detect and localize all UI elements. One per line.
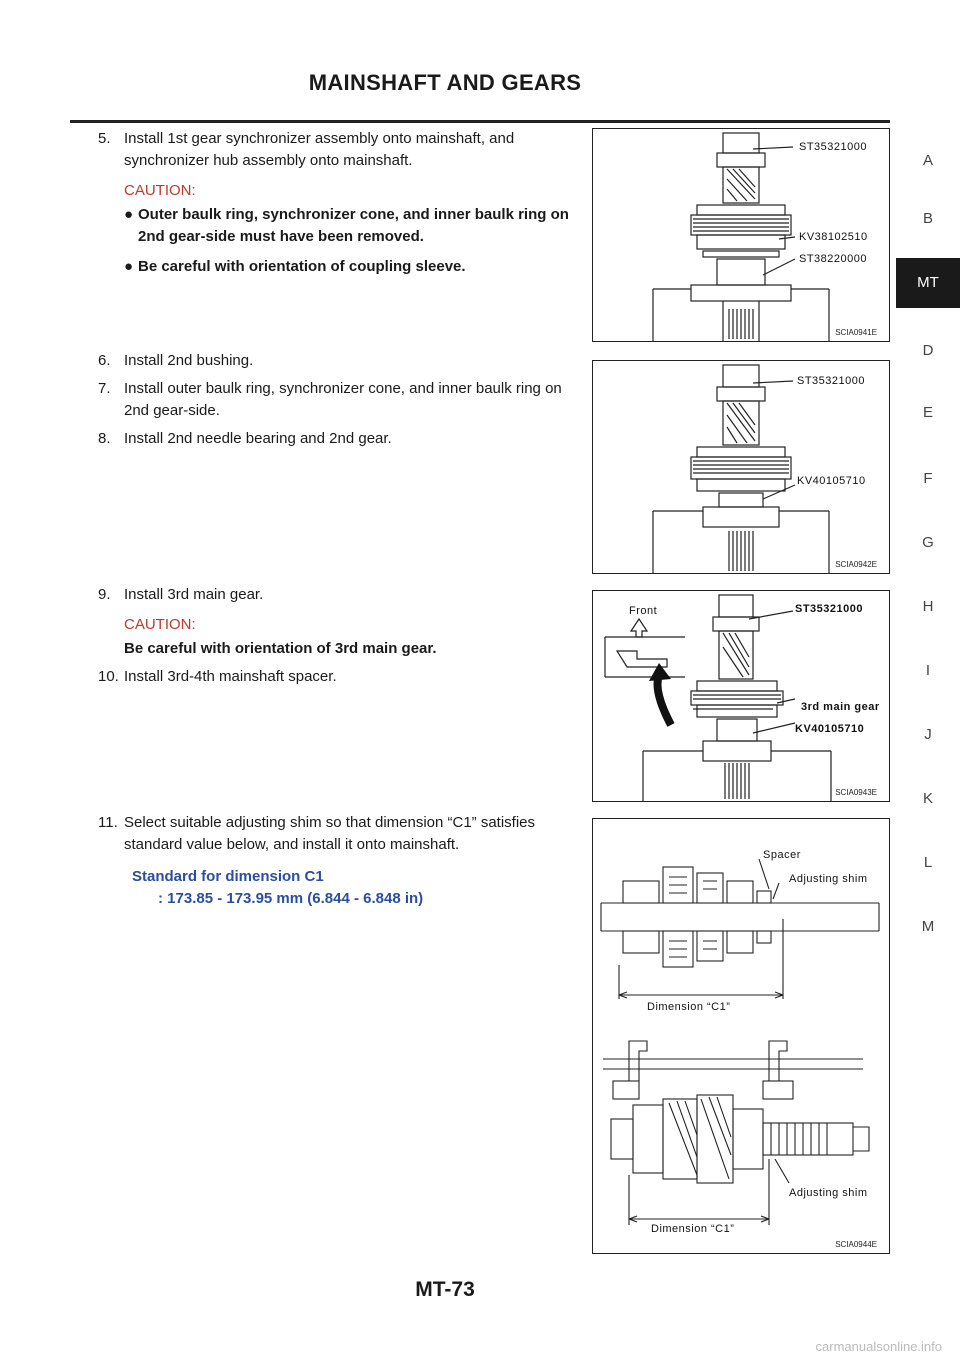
figure-label: KV40105710 xyxy=(795,723,865,735)
figure-label: Spacer xyxy=(763,849,801,861)
step-8: 8. Install 2nd needle bearing and 2nd gear. xyxy=(98,430,392,447)
caution-label: CAUTION: xyxy=(124,616,196,633)
figure-3-drawing xyxy=(593,591,889,801)
caution-bullet: ● Outer baulk ring, synchronizer cone, and inner baulk ring on 2nd gear-side must have been removed. xyxy=(124,206,569,245)
step-block-9-10 xyxy=(98,584,578,694)
step-10: 10. Install 3rd-4th mainshaft spacer. xyxy=(98,668,337,685)
figure-label: Dimension “C1” xyxy=(647,1001,731,1013)
index-letter-g[interactable]: G xyxy=(922,534,934,551)
caution-label: CAUTION: xyxy=(124,182,196,199)
step-6: 6. Install 2nd bushing. xyxy=(98,352,254,369)
figure-label: ST38220000 xyxy=(799,253,867,265)
standard-value: : 173.85 - 173.95 mm (6.844 - 6.848 in) xyxy=(158,890,424,907)
index-letter-k[interactable]: K xyxy=(922,790,933,807)
standard-label: Standard for dimension C1 xyxy=(132,868,324,885)
page-title: MAINSHAFT AND GEARS xyxy=(308,70,582,95)
index-letter-h[interactable]: H xyxy=(922,598,934,615)
step-7: 7. Install outer baulk ring, synchronizer cone, and inner baulk ring on 2nd gear-side. xyxy=(98,380,562,419)
watermark: carmanualsonline.info xyxy=(815,1339,942,1354)
figure-label: ST35321000 xyxy=(797,375,865,387)
step-block-6-8 xyxy=(98,350,578,456)
figure-label: 3rd main gear xyxy=(801,701,880,713)
figure-4 xyxy=(592,818,890,1254)
step-5: 5. Install 1st gear synchronizer assembly onto mainshaft, and synchronizer hub assembly onto mainshaft. xyxy=(98,130,515,169)
caution-bullet: ● Be careful with orientation of coupling sleeve. xyxy=(124,258,466,275)
caution-text: Be careful with orientation of 3rd main gear. xyxy=(124,640,437,657)
figure-id: SCIA0944E xyxy=(835,1240,877,1249)
index-letter-e[interactable]: E xyxy=(922,404,933,421)
figure-id: SCIA0942E xyxy=(835,560,877,569)
figure-label: ST35321000 xyxy=(799,141,867,153)
index-letter-f[interactable]: F xyxy=(923,470,933,487)
index-letter-m[interactable]: M xyxy=(921,918,935,935)
index-tab-mt[interactable]: MT xyxy=(896,258,960,308)
index-letter-j[interactable]: J xyxy=(924,726,932,743)
figure-3 xyxy=(592,590,890,802)
index-letter-l[interactable]: L xyxy=(923,854,933,871)
index-letter-d[interactable]: D xyxy=(922,342,934,359)
figure-id: SCIA0943E xyxy=(835,788,877,797)
figure-label: Front xyxy=(629,605,658,617)
figure-label: KV38102510 xyxy=(799,231,868,243)
figure-label: Adjusting shim xyxy=(789,1187,868,1199)
index-letter-a[interactable]: A xyxy=(922,152,933,169)
figure-2-drawing xyxy=(593,361,889,573)
index-letter-i[interactable]: I xyxy=(925,662,931,679)
step-11: 11. Select suitable adjusting shim so that dimension “C1” satisfies standard value below, and install it onto mainshaft. xyxy=(98,814,536,853)
figure-label: KV40105710 xyxy=(797,475,866,487)
index-letter-b[interactable]: B xyxy=(922,210,933,227)
header-rule xyxy=(70,120,890,123)
figure-label: ST35321000 xyxy=(795,603,863,615)
figure-2 xyxy=(592,360,890,574)
step-block-5 xyxy=(98,128,578,286)
figure-1 xyxy=(592,128,890,342)
page-number: MT-73 xyxy=(415,1278,475,1301)
step-9: 9. Install 3rd main gear. xyxy=(98,586,264,603)
step-block-11 xyxy=(98,812,578,910)
figure-label: Dimension “C1” xyxy=(651,1223,735,1235)
figure-id: SCIA0941E xyxy=(835,328,877,337)
figure-label: Adjusting shim xyxy=(789,873,868,885)
